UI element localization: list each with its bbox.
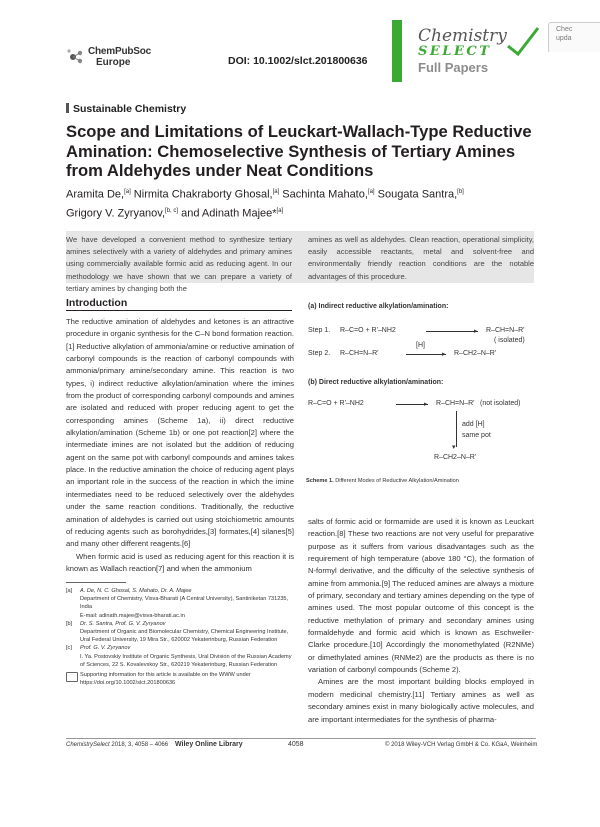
- paragraph: salts of formic acid or formamide are used it is known as Leuckart reaction.[8] These two reactions are not very useful for preparative purpose as it suffers from various disadvantages such as the requirement of high temperature (above 180 °C), the formation of N-formyl derivative, and the difficulty of the selective synthesis of amine from ammonia.[9] The reduced amines are always a mixture of primary, secondary and tertiary amines depending on the type of amines used. The most popular outcome of this concept is the reductive methylation of primary and secondary amines using formaldehyde and formic acid which is known as Eschweiler-Clarke procedure.[10] Accordingly the monomethylated (R2NMe) or dimethylated amines (RNMe2) are the products as there is no variation of carbonyl compounds (Scheme 2).: [308, 517, 534, 675]
- journal-brand: [392, 20, 542, 82]
- vertical-arrow: [456, 411, 457, 447]
- arrow-head: ▸: [442, 351, 446, 358]
- footnote: Department of Organic and Biomolecular Chemistry, Chemical Engineering Institute, Ural Federal University, 19 Mira Str., 620002 Yekaterinburg, Russian Federation: [80, 629, 289, 644]
- arrow-head: ▸: [424, 401, 428, 408]
- same-pot-note: same pot: [462, 432, 491, 439]
- wiley-online-library-link[interactable]: Wiley Online Library: [175, 741, 243, 748]
- author-list: [66, 184, 546, 221]
- step1-product: R–CH=N–R': [486, 327, 525, 334]
- footnote: [c] Prof. G. V. Zyryanov: [66, 645, 131, 652]
- step2-label: Step 2.: [308, 350, 331, 357]
- footnote-rule: [66, 582, 126, 583]
- b-intermediate: R–CH=N–R': [436, 400, 475, 407]
- right-column: [308, 516, 534, 726]
- section-marker: [66, 103, 69, 113]
- abstract-left: We have developed a convenient method to synthesize tertiary amines selectively with a variety of aldehydes and primary amines using commercially available formic acid as reducing agent. In our methodology we have shown that we can prepare a variety of tertiary amines by changing both the: [66, 235, 292, 293]
- add-reagent-note: add [H]: [462, 421, 485, 428]
- badge-text-line1: Chec: [556, 26, 573, 33]
- footnote: [b] Dr. S. Santra, Prof. G. V. Zyryanov: [66, 620, 166, 627]
- publisher-region: Europe: [96, 57, 131, 68]
- author-line-2: Grigory V. Zyryanov,[b, c] and Adinath Majee*[a]: [66, 207, 284, 220]
- scheme-heading-a: (a) Indirect reductive alkylation/amination:: [308, 303, 449, 310]
- checkmark-logo-icon: [504, 24, 542, 60]
- article-doi[interactable]: DOI: 10.1002/slct.201800636: [228, 55, 368, 67]
- footnote: I. Ya. Postovskiy Institute of Organic Synthesis, Ural Division of the Russian Academy of Sciences, 22 S. Kovalevskoy Str., 620219 Yekaterinburg, Russian Federation: [80, 653, 292, 668]
- footnote-email[interactable]: E-mail: adinath.majee@visva-bharati.ac.in: [80, 612, 185, 619]
- step2-reactant: R–CH=N–R': [340, 350, 379, 357]
- heading-rule: [66, 310, 292, 311]
- abstract-box: [66, 231, 534, 293]
- footer-rule: [66, 738, 536, 739]
- reaction-arrow: [406, 354, 446, 355]
- step2-reagent: [H]: [416, 342, 425, 349]
- badge-text-line2: upda: [556, 35, 572, 42]
- arrow-head: ▾: [452, 444, 456, 451]
- step2-product: R–CH2–N–R': [454, 350, 497, 357]
- reaction-arrow: [426, 331, 478, 332]
- paragraph: Amines are the most important building blocks employed in modern medicinal chemistry.[11] Tertiary amines as well as secondary amines exist in many biologically active molecules, and are important intermediates for the synthesis of pharma-: [308, 677, 534, 724]
- article-title: Scope and Limitations of Leuckart-Wallach-Type Reductive Amination: Chemoselective Synthesis of Tertiary Amines from Aldehydes under Neat Conditions: [66, 122, 532, 180]
- copyright: © 2018 Wiley-VCH Verlag GmbH & Co. KGaA, Weinheim: [385, 742, 538, 748]
- section-label: Sustainable Chemistry: [73, 103, 187, 115]
- scheme-heading-b: (b) Direct reductive alkylation/amination:: [308, 379, 444, 386]
- step1-label: Step 1.: [308, 327, 331, 334]
- b-product: R–CH2–N–R': [434, 454, 477, 461]
- footnote: [a] A. De, N. C. Ghosal, S. Mahato, Dr. A. Majee: [66, 588, 192, 594]
- left-column: [66, 316, 294, 575]
- abstract-right: amines as well as aldehydes. Clean reaction, operational simplicity, easily accessible reactants, metal and solvent-free and environmentally friendly reaction conditions are the notable advantages of this procedure.: [308, 235, 534, 281]
- step1-reactants: R–C=O + R'–NH2: [340, 327, 396, 334]
- brand-bar: [392, 20, 402, 82]
- article-type: Full Papers: [418, 60, 489, 75]
- scheme-1: [306, 297, 538, 473]
- check-for-updates-badge[interactable]: [548, 22, 600, 52]
- scheme-caption: Scheme 1. Different Modes of Reductive Alkylation/Amination: [306, 478, 459, 484]
- journal-name-line1: Chemistry: [418, 26, 507, 46]
- chempubsoc-mark-icon: [66, 48, 86, 66]
- arrow-head: ▸: [474, 328, 478, 335]
- page-number: 4058: [288, 741, 304, 748]
- author-line-1: Aramita De,[a] Nirmita Chakraborty Ghosal,[a] Sachinta Mahato,[a] Sougata Santra,[b]: [66, 188, 464, 201]
- introduction-heading: Introduction: [66, 297, 128, 309]
- isolated-note: ( isolated): [494, 337, 525, 344]
- publisher-name: ChemPubSoc: [88, 46, 152, 57]
- paragraph: The reductive amination of aldehydes and ketones is an attractive procedure in organic synthesis for the C–N bond formation reaction.[1] Reductive alkylation of ammonia/amine or reductive amination of carbonyl compounds is the reaction of carbonyl compounds with ammonia/primary amine/secondary amine. This reaction is two types, i) indirect reductive alkylation/amination where the imines from the product of corresponding carbonyl compounds and amines are isolated and reduced with proper reducing agent to get the corresponding amines (Scheme 1a), ii) direct reductive alkylation/amination (Scheme 1b) or one pot reaction[2] where the intermediate imines are not isolated but the addition of reducing agent on the same pot with carbonyl compounds and amines takes place. In the reductive amination the choice of reducing agent plays an important role in the success of the reaction in which the imine intermediates need to be reduced selectively over the aldehydes under the same reaction conditions. Traditionally, the reductive amination of aldehydes is carried out using stoichiometric amounts of reducing agents such as borohydrides,[3] formates,[4] silanes[5] and many other different reagents.[6]: [66, 317, 294, 549]
- journal-name-line2: SELECT: [418, 44, 492, 59]
- footer-citation: ChemistrySelect 2018, 3, 4058 – 4066: [66, 742, 169, 748]
- chempubsoc-logo: [66, 46, 152, 76]
- not-isolated-note: (not isolated): [480, 400, 521, 407]
- document-icon: [66, 672, 78, 682]
- footnote: Department of Chemistry, Visva-Bharati (A Central University), Santiniketan 731235, India: [80, 596, 289, 611]
- footnotes: [66, 587, 296, 687]
- b-reactants: R–C=O + R'–NH2: [308, 400, 364, 407]
- supporting-info-note[interactable]: Supporting information for this article is available on the WWW under https://doi.org/10.1002/slct.201800636: [66, 671, 296, 687]
- paragraph: When formic acid is used as reducing agent for this reaction it is known as Wallach reaction[7] and when the ammonium: [66, 551, 294, 573]
